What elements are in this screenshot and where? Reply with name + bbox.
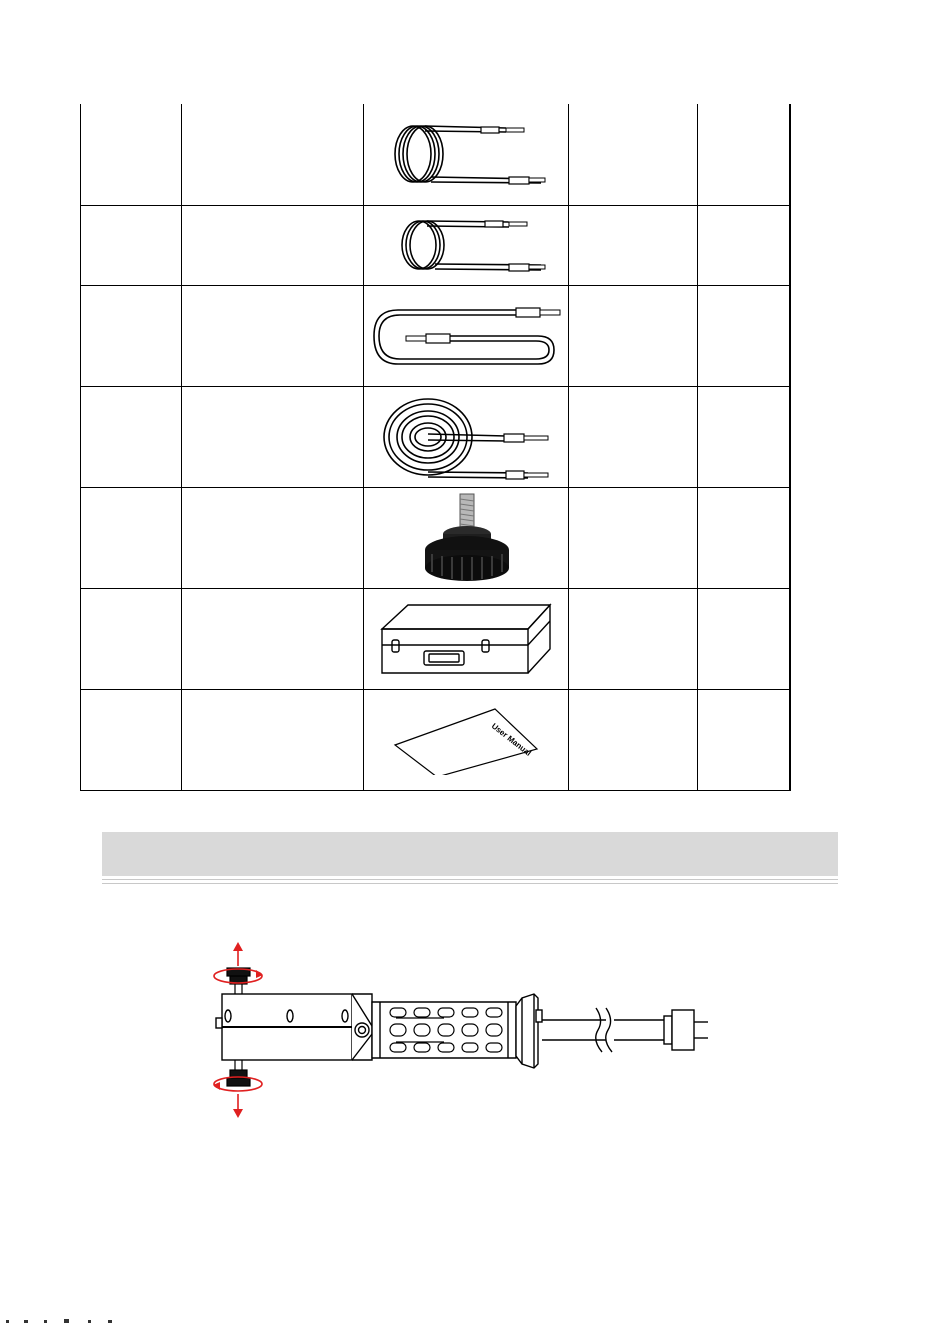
item-description-cell bbox=[182, 104, 364, 205]
large-helix-coil-icon bbox=[381, 119, 551, 189]
item-unit-cell bbox=[698, 205, 790, 285]
table-row bbox=[81, 689, 790, 790]
item-image-cell bbox=[364, 285, 569, 386]
item-number-cell bbox=[81, 104, 182, 205]
item-unit-cell bbox=[698, 487, 790, 588]
item-description-cell bbox=[182, 588, 364, 689]
item-description-cell bbox=[182, 285, 364, 386]
item-image-cell bbox=[364, 487, 569, 588]
item-unit-cell bbox=[698, 588, 790, 689]
table-row bbox=[81, 588, 790, 689]
table-row bbox=[81, 386, 790, 487]
induction-heater-tool-icon bbox=[200, 938, 720, 1123]
item-image-cell bbox=[364, 588, 569, 689]
item-image-cell bbox=[364, 386, 569, 487]
table-row bbox=[81, 285, 790, 386]
table-row bbox=[81, 205, 790, 285]
item-number-cell bbox=[81, 285, 182, 386]
item-quantity-cell bbox=[569, 285, 698, 386]
section-divider bbox=[102, 879, 838, 884]
item-description-cell bbox=[182, 487, 364, 588]
item-image-cell bbox=[364, 205, 569, 285]
item-description-cell bbox=[182, 205, 364, 285]
item-quantity-cell bbox=[569, 588, 698, 689]
table-row bbox=[81, 104, 790, 205]
item-quantity-cell bbox=[569, 487, 698, 588]
section-header-bar bbox=[102, 832, 838, 876]
carrying-case-icon bbox=[378, 599, 554, 679]
item-number-cell bbox=[81, 588, 182, 689]
flat-spiral-coil-icon bbox=[378, 392, 554, 482]
cropped-footer-marks bbox=[0, 1316, 140, 1324]
item-unit-cell bbox=[698, 386, 790, 487]
item-number-cell bbox=[81, 205, 182, 285]
item-unit-cell bbox=[698, 689, 790, 790]
item-description-cell bbox=[182, 689, 364, 790]
item-number-cell bbox=[81, 487, 182, 588]
user-manual-sheet-icon bbox=[391, 705, 541, 775]
item-number-cell bbox=[81, 689, 182, 790]
thumb-screw-knob-icon bbox=[406, 490, 526, 586]
item-unit-cell bbox=[698, 285, 790, 386]
item-unit-cell bbox=[698, 104, 790, 205]
item-quantity-cell bbox=[569, 689, 698, 790]
parts-table bbox=[80, 104, 791, 791]
item-image-cell bbox=[364, 689, 569, 790]
table-row bbox=[81, 487, 790, 588]
item-quantity-cell bbox=[569, 386, 698, 487]
item-number-cell bbox=[81, 386, 182, 487]
item-quantity-cell bbox=[569, 205, 698, 285]
long-loop-coil-icon bbox=[368, 296, 564, 376]
small-helix-coil-icon bbox=[381, 212, 551, 278]
user-manual-sheet-label: User Manual bbox=[489, 720, 533, 758]
item-quantity-cell bbox=[569, 104, 698, 205]
item-image-cell bbox=[364, 104, 569, 205]
item-description-cell bbox=[182, 386, 364, 487]
